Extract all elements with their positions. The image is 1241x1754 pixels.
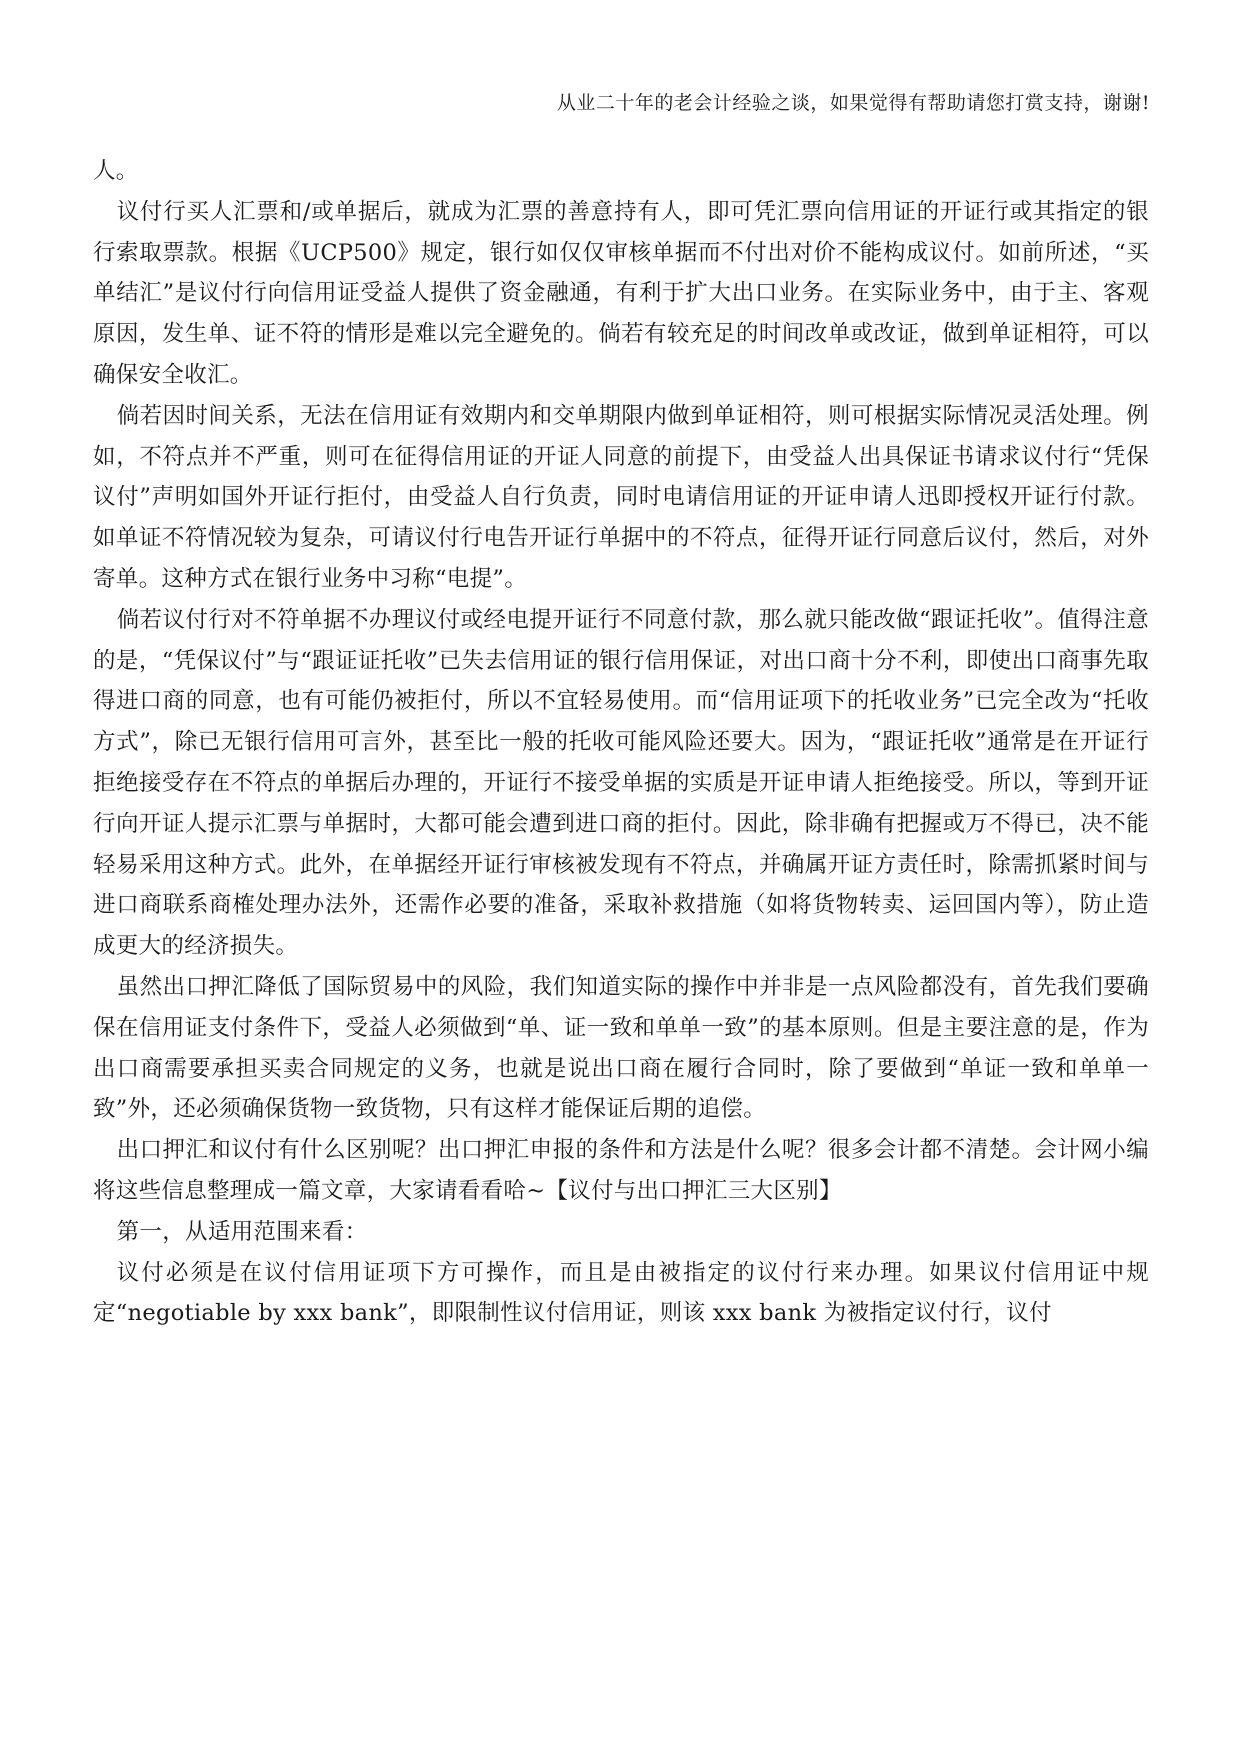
paragraph-1: 人。 xyxy=(93,158,139,184)
paragraph-6: 出口押汇和议付有什么区别呢？出口押汇申报的条件和方法是什么呢？很多会计都不清楚。会计网小编将这些信息整理成一篇文章，大家请看看哈~【议付与出口押汇三大区别】 xyxy=(93,1137,1149,1204)
paragraph-5: 虽然出口押汇降低了国际贸易中的风险，我们知道实际的操作中并非是一点风险都没有，首先我们要确保在信用证支付条件下，受益人必须做到“单、证一致和单单一致”的基本原则。但是主要注意的是，作为出口商需要承担买卖合同规定的义务，也就是说出口商在履行合同时，除了要做到“单证一致和单单一致”外，还必须确保货物一致货物，只有这样才能保证后期的追偿。 xyxy=(93,973,1149,1123)
paragraph-2: 议付行买人汇票和/或单据后，就成为汇票的善意持有人，即可凭汇票向信用证的开证行或其指定的银行索取票款。根据《UCP500》规定，银行如仅仅审核单据而不付出对价不能构成议付。如前所述，“买单结汇”是议付行向信用证受益人提供了资金融通，有利于扩大出口业务。在实际业务中，由于主、客观原因，发生单、证不符的情形是难以完全避免的。倘若有较充足的时间改单或改证，做到单证相符，可以确保安全收汇。 xyxy=(93,198,1149,388)
header-note: 从业二十年的老会计经验之谈，如果觉得有帮助请您打赏支持，谢谢! xyxy=(556,92,1150,114)
paragraph-8: 议付必须是在议付信用证项下方可操作，而且是由被指定的议付行来办理。如果议付信用证中规定“negotiable by xxx bank”，即限制性议付信用证，则该 xxx bank 为被指定议付行，议付 xyxy=(93,1259,1149,1327)
paragraph-3: 倘若因时间关系，无法在信用证有效期内和交单期限内做到单证相符，则可根据实际情况灵活处理。例如，不符点并不严重，则可在征得信用证的开证人同意的前提下，由受益人出具保证书请求议付行“凭保议付”声明如国外开证行拒付，由受益人自行负责，同时电请信用证的开证申请人迅即授权开证行付款。如单证不符情况较为复杂，可请议付行电告开证行单据中的不符点，征得开证行同意后议付，然后，对外寄单。这种方式在银行业务中习称“电提”。 xyxy=(93,402,1149,592)
document-body xyxy=(93,151,1149,1334)
paragraph-7: 第一，从适用范围来看： xyxy=(116,1218,368,1245)
paragraph-4: 倘若议付行对不符单据不办理议付或经电提开证行不同意付款，那么就只能改做“跟证托收”。值得注意的是，“凭保议付”与“跟证证托收”已失去信用证的银行信用保证，对出口商十分不利，即使出口商事先取得进口商的同意，也有可能仍被拒付，所以不宜轻易使用。而“信用证项下的托收业务”已完全改为“托收方式”，除已无银行信用可言外，甚至比一般的托收可能风险还要大。因为，“跟证托收”通常是在开证行拒绝接受存在不符点的单据后办理的，开证行不接受单据的实质是开证申请人拒绝接受。所以，等到开证行向开证人提示汇票与单据时，大都可能会遭到进口商的拒付。因此，除非确有把握或万不得已，决不能轻易采用这种方式。此外，在单据经开证行审核被发现有不符点，并确属开证方责任时，除需抓紧时间与进口商联系商榷处理办法外，还需作必要的准备，采取补救措施（如将货物转卖、运回国内等），防止造成更大的经济损失。 xyxy=(93,606,1149,960)
